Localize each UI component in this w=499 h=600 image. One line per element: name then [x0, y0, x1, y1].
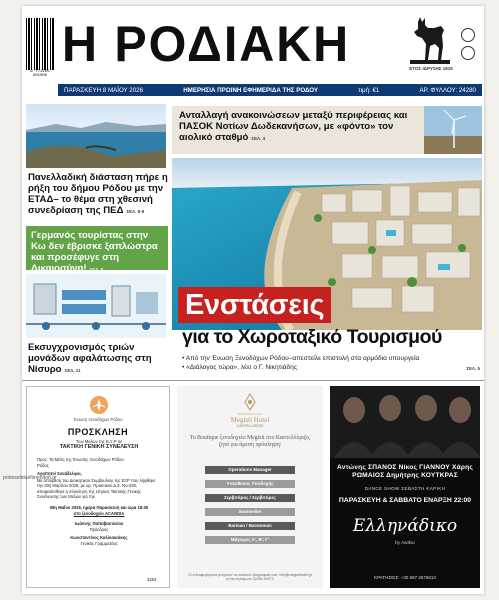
ad-code: 3253 — [147, 577, 157, 582]
teaser-text — [179, 110, 424, 144]
show-contact: ΚΡΑΤΗΣΕΙΣ: +30 697 2576613 — [374, 575, 436, 580]
teaser-headline: Ανταλλαγή ανακοινώσεων μεταξύ περιφέρειας και ΠΑΣΟΚ Νοτίων Δωδεκανήσων, με «φόντο» τον αιολικό σταθμό — [179, 110, 408, 143]
ad-where: στο ξενοδοχείο ACANDIA — [73, 511, 125, 516]
issue-number: ΑΡ. ΦΥΛΛΟΥ: 24280 — [419, 86, 476, 94]
ad-when: 08η Μαΐου 2026, ημέρα Παρασκευή και ώρα 18:00 — [49, 505, 149, 510]
masthead-title[interactable]: Η ΡΟΔΙΑΚΗ — [62, 16, 351, 72]
badge-icon — [461, 46, 475, 60]
badge-icon — [461, 28, 475, 42]
hotel-contact: Οι ενδιαφερόμενοι μπορούν να στείλουν βιογραφικό στο: info@megistihotel.gr ή στο τηλέφωνο 22460 49272 — [188, 572, 312, 582]
ad-greeting: Αγαπητοί Συνάδελφοι, — [37, 471, 82, 476]
ad-recipients-city: Ρόδος — [37, 463, 49, 468]
story-nisyros-text: Εκσυγχρονισμός τριών μονάδων αφαλάτωσης στη Νίσυρο — [28, 342, 152, 375]
story-ptd-conflict-ref: ΣΕΛ. 8-9 — [126, 209, 145, 214]
job-item: Μάγειρες Α', Β', Γ' — [205, 536, 295, 544]
job-item: Barman / Barwoman — [205, 522, 295, 530]
job-item: Υπεύθυνος Υποδοχής — [205, 480, 295, 488]
ad-sig2-name: Κωνσταντίνος Καλλιαισάκης — [70, 535, 128, 540]
ad-recipients: Προς: Τα Μέλη της Ένωσης Ξενοδόχων Ρόδου — [37, 457, 124, 462]
paper-tagline: ΗΜΕΡΗΣΙΑ ΠΡΩΙΝΗ ΕΦΗΜΕΡΙΔΑ ΤΗΣ ΡΟΔΟΥ — [183, 86, 319, 94]
ad-sig1-role: Πρόεδρος — [89, 527, 109, 532]
story-german-tourist-text: Γερμανός τουρίστας στην Κω δεν έβρισκε ξαπλώστρα και προσέφυγε στη Δικαιοσύνη! — [31, 230, 158, 274]
hotel-logo-icon — [225, 392, 275, 418]
newspaper-front-page — [22, 6, 484, 594]
hotel-location: CASTELLORIZO — [236, 424, 264, 428]
ad-ellinadiko-show[interactable] — [330, 386, 480, 588]
teaser-wind-farm[interactable] — [172, 106, 482, 154]
show-credits: DANCE SHOW ΣΕΒΑΣΤΗ ΚΑΡΙΚΗ — [364, 486, 446, 491]
hotel-tagline: Το Boutique ξενοδοχείο Megisti στο Καστελλόριζο, ζητά για άμεση πρόσληψη: — [189, 435, 311, 448]
venue-logo: Ελληνάδικο — [352, 516, 458, 536]
ad-sig1-name: Ιωάννης Παπαβασιλείου — [74, 521, 124, 526]
desalination-photo[interactable] — [26, 274, 166, 338]
story-ptd-conflict[interactable] — [28, 172, 168, 217]
venue-by: by Ακαΐου — [395, 540, 415, 545]
ad-megisti-hotel[interactable] — [177, 386, 323, 588]
barcode — [26, 18, 54, 70]
hotel-name: Megisti Hotel — [230, 416, 270, 424]
ad-org-name: Ένωση Ξενοδόχων Ρόδου — [73, 417, 123, 422]
date-bar — [58, 84, 482, 96]
story-ptd-conflict-text: Πανελλαδική διάσταση πήρε η ρήξη του δήμου Ρόδου με την ΕΤΑΔ– το θέμα στη χθεσινή συνεδρίαση της ΠΕΔ — [28, 172, 168, 216]
teaser-ref: ΣΕΛ. 4 — [251, 136, 266, 141]
lead-bullet: • Από την Ένωση Ξενοδόχων Ρόδου–απεστείλε επιστολή στα αρμόδια υπουργεία — [182, 355, 420, 362]
barcode-number: 9 771105 201005 — [30, 70, 50, 78]
lead-subheadline[interactable]: για το Χωροταξικό Τουρισμού — [182, 326, 442, 348]
job-item: Operations Manager — [205, 466, 295, 474]
coastline-photo[interactable] — [26, 104, 166, 168]
lead-ref: ΣΕΛ. 5 — [466, 366, 480, 371]
story-nisyros-ref: ΣΕΛ. 11 — [64, 368, 81, 373]
performer-names: Αντώνης ΣΠΑΝΟΣ Νίκος ΓΙΑΝΝΟΥ Χάρης ΡΩΜΑΙΟΣ Δημήτρης ΚΟΥΤΚΡΑΣ — [336, 464, 473, 479]
story-german-tourist-ref: ΣΕΛ. 9 — [89, 267, 104, 272]
ad-sig2-role: Γενικός Γραμματέας — [80, 541, 118, 546]
source-website: protoselidaefimeridon.gr — [3, 475, 57, 481]
lead-bullet: • «Διάλογος τώρα», λέει ο Γ. Νικητιάδης — [182, 364, 298, 371]
section-divider — [22, 380, 484, 381]
wind-turbine-photo — [424, 106, 482, 154]
lead-headline[interactable]: Ενστάσεις — [178, 287, 331, 323]
deer-logo-icon — [408, 16, 452, 66]
show-days: ΠΑΡΑΣΚΕΥΗ & ΣΑΒΒΑΤΟ ΕΝΑΡΞΗ 22:00 — [338, 497, 472, 504]
story-nisyros[interactable] — [28, 342, 168, 376]
ad-hoteliers-invitation[interactable] — [26, 386, 170, 588]
founding-year: ΕΤΟΣ ΙΔΡΥΣΗΣ 1915 — [409, 66, 453, 71]
issue-date: ΠΑΡΑΣΚΕΥΗ 8 ΜΑΪΟΥ 2026 — [64, 86, 144, 94]
lead-bullets — [182, 354, 482, 372]
job-item: Sommelier — [205, 508, 295, 516]
ad-body: Με απόφαση του Διοικητικού Συμβουλίου της ΕΞΡ που λήφθηκε την 30ή Μαρτίου 2026, με αρ. Πρακτικού Δ.Σ. Νο-330, αποφασίσθηκε η σύγκληση της ετήσιας Τακτικής Γενικής Συνέλευσης των Μελών για την — [37, 478, 156, 500]
story-german-tourist[interactable] — [26, 226, 168, 274]
ad-invitation-title: ΠΡΟΣΚΛΗΣΗ — [67, 427, 129, 437]
ad-meeting-name: ΤΑΚΤΙΚΗ ΓΕΝΙΚΗ ΣΥΝΕΛΕΥΣΗ — [59, 444, 139, 450]
certification-badges — [458, 28, 480, 64]
performers-photo — [330, 386, 480, 458]
lotus-logo-icon — [89, 395, 109, 415]
job-item: Σερβιτόρος / Σερβιτόρες — [205, 494, 295, 502]
price: τιμή: €1 — [358, 86, 380, 94]
ad-invitation-subtitle: Των Μελών της Ε.Ξ.Ρ σε — [75, 439, 123, 444]
